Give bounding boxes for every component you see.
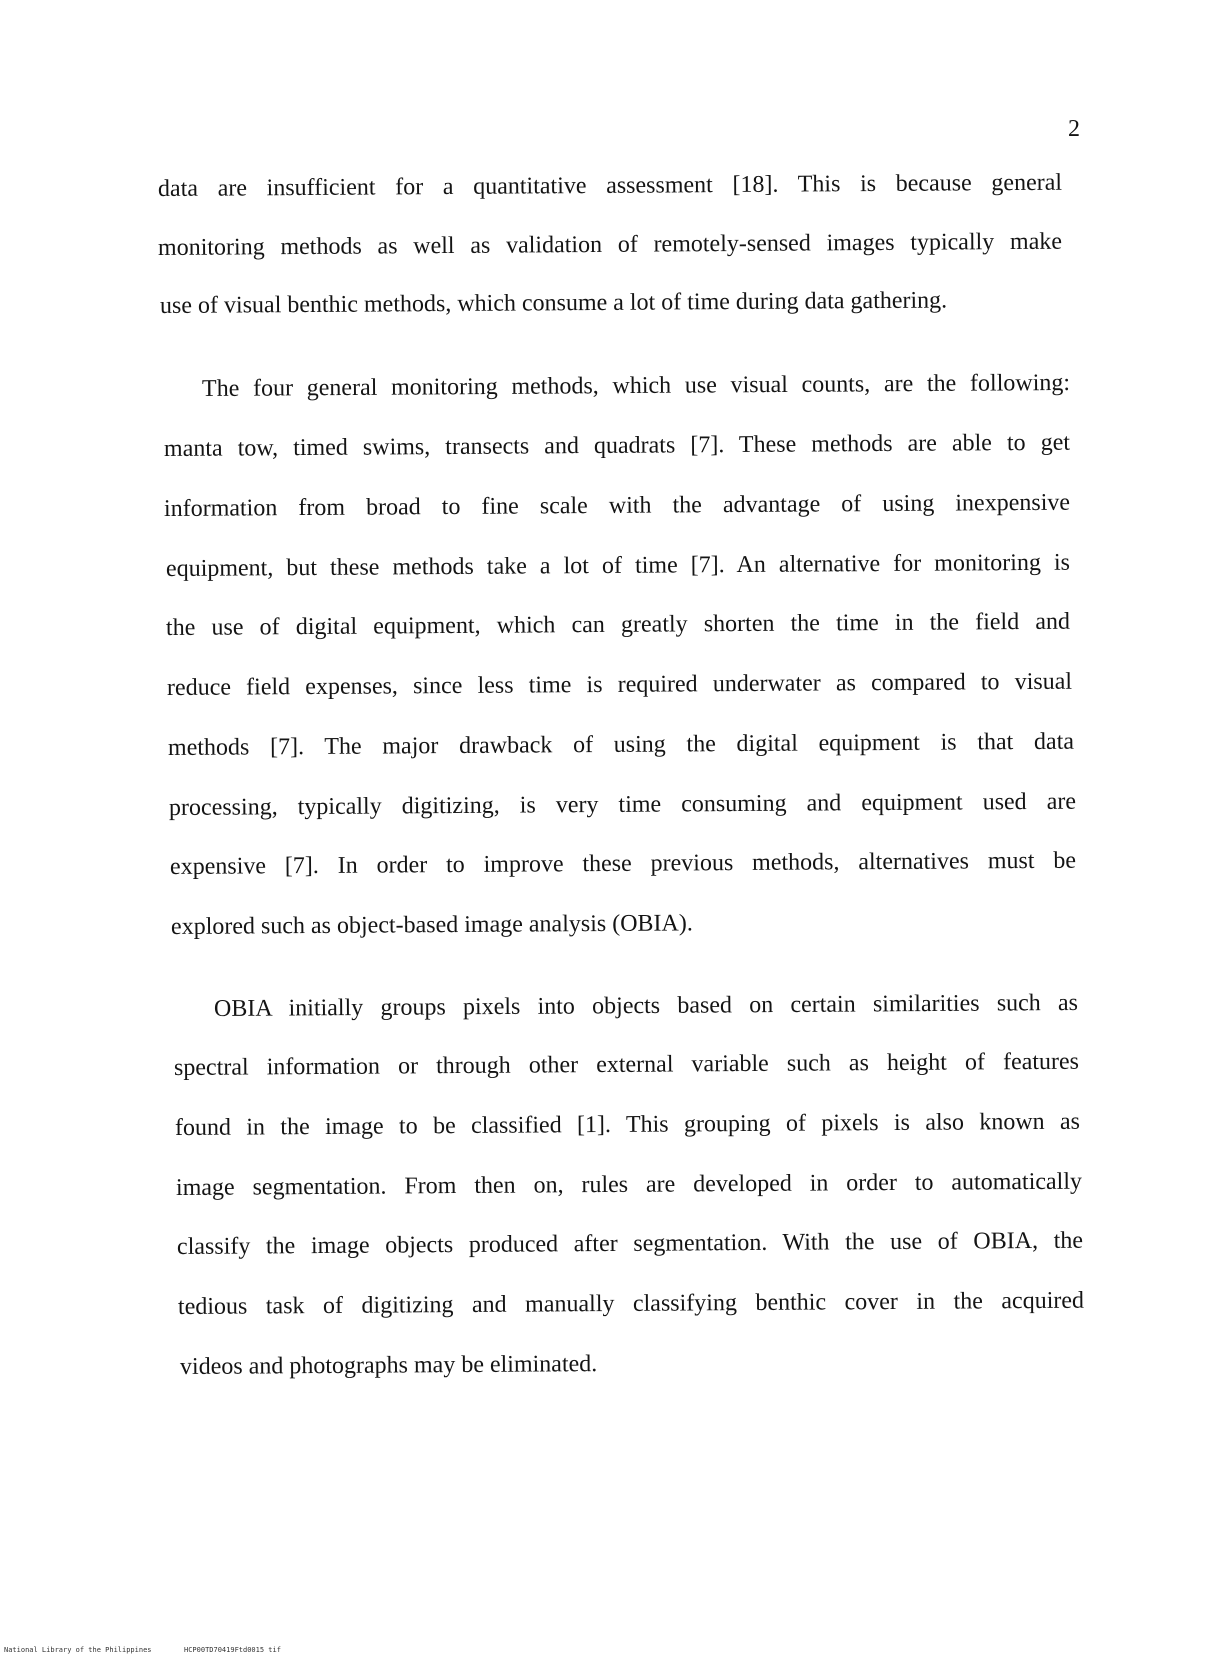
text-line: videos and photographs may be eliminated.	[179, 1351, 598, 1380]
footer-library-stamp: National Library of the Philippines	[4, 1646, 152, 1654]
text-line: tedious task of digitizing and manually classifying benthic cover in the acquired	[177, 1287, 1085, 1320]
text-line: methods [7]. The major drawback of using the digital equipment is that data	[167, 728, 1075, 761]
text-line: manta tow, timed swims, transects and quadrats [7]. These methods are able to get	[163, 429, 1071, 462]
text-line: classify the image objects produced after segmentation. With the use of OBIA, the	[176, 1227, 1084, 1260]
text-line: image segmentation. From then on, rules are developed in order to automatically	[175, 1168, 1083, 1201]
footer-file-id: HCP00TD70419Ftd0015 tif	[184, 1646, 281, 1654]
text-line: found in the image to be classified [1]. This grouping of pixels is also known as	[174, 1108, 1081, 1141]
text-line: explored such as object-based image analysis (OBIA).	[170, 910, 693, 940]
text-line: data are insufficient for a quantitative assessment [18]. This is because general	[157, 169, 1063, 202]
text-line: use of visual benthic methods, which consume a lot of time during data gathering.	[159, 287, 948, 319]
text-line: information from broad to fine scale with the advantage of using inexpensive	[163, 489, 1071, 522]
page-number: 2	[1068, 116, 1080, 142]
text-line: spectral information or through other external variable such as height of features	[173, 1048, 1080, 1081]
text-line: equipment, but these methods take a lot of time [7]. An alternative for monitoring is	[165, 549, 1071, 582]
text-line: monitoring methods as well as validation of remotely-sensed images typically make	[157, 228, 1063, 261]
text-line: processing, typically digitizing, is very time consuming and equipment used are	[168, 788, 1077, 821]
text-line: reduce field expenses, since less time is required underwater as compared to visual	[166, 668, 1073, 701]
text-line: The four general monitoring methods, which use visual counts, are the following:	[201, 369, 1071, 402]
text-line: expensive [7]. In order to improve these previous methods, alternatives must be	[169, 847, 1077, 880]
text-line: the use of digital equipment, which can greatly shorten the time in the field and	[165, 608, 1071, 641]
text-line: OBIA initially groups pixels into objects based on certain similarities such as	[213, 989, 1079, 1022]
